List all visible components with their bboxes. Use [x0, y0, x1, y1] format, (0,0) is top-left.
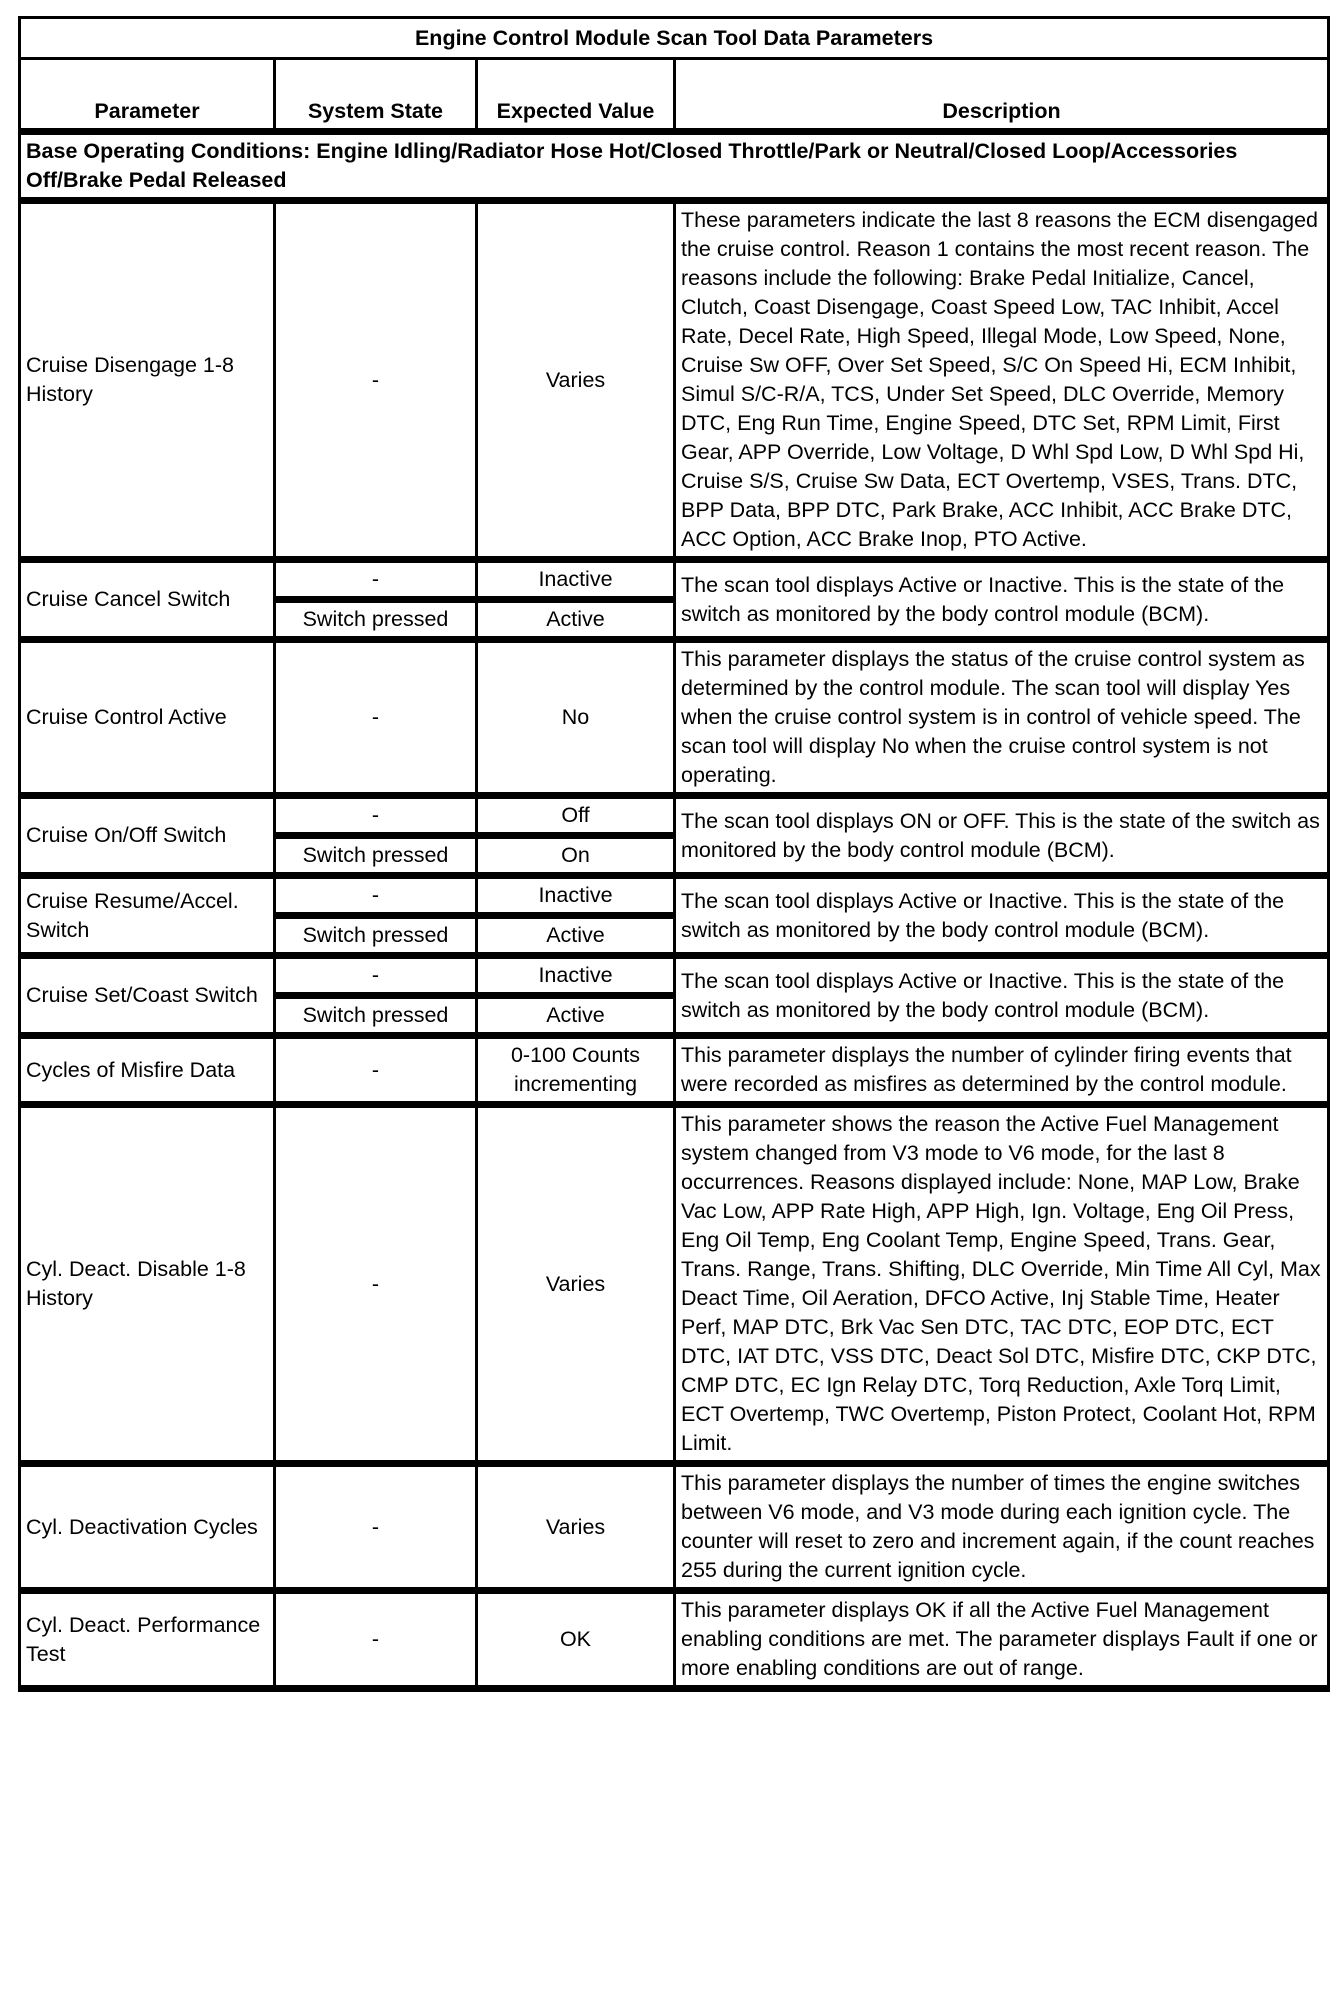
- scan-tool-data-table-container: [18, 16, 1327, 1692]
- expected-value: Active: [477, 916, 675, 956]
- table-row: [20, 560, 1329, 600]
- parameter-name: Cruise Disengage 1-8 History: [20, 201, 275, 560]
- expected-value: Varies: [477, 201, 675, 560]
- parameter-description: This parameter displays the number of cylinder firing events that were recorded as misfires as determined by the control module.: [675, 1036, 1329, 1105]
- parameter-description: This parameter displays the number of times the engine switches between V6 mode, and V3 mode during each ignition cycle. The counter will reset to zero and increment again, if the count reaches 255 during the current ignition cycle.: [675, 1464, 1329, 1591]
- system-state: -: [275, 201, 477, 560]
- header-parameter: Parameter: [20, 59, 275, 132]
- expected-value: Varies: [477, 1105, 675, 1464]
- system-state: -: [275, 560, 477, 600]
- table-header-row: [20, 59, 1329, 132]
- parameter-description: The scan tool displays Active or Inactive. This is the state of the switch as monitored by the body control module (BCM).: [675, 876, 1329, 956]
- table-title: Engine Control Module Scan Tool Data Parameters: [20, 18, 1329, 59]
- table-row: [20, 1591, 1329, 1689]
- table-row: [20, 876, 1329, 916]
- system-state: -: [275, 876, 477, 916]
- system-state: Switch pressed: [275, 996, 477, 1036]
- parameter-description: This parameter shows the reason the Active Fuel Management system changed from V3 mode to V6 mode, for the last 8 occurrences. Reasons displayed include: None, MAP Low, Brake Vac Low, APP Rate High, APP High, Ign. Voltage, Eng Oil Press, Eng Oil Temp, Eng Coolant Temp, Engine Speed, Trans. Gear, Trans. Range, Trans. Shifting, DLC Override, Min Time All Cyl, Max Deact Time, Oil Aeration, DFCO Active, Inj Stable Time, Heater Perf, MAP DTC, Brk Vac Sen DTC, TAC DTC, EOP DTC, ECT DTC, IAT DTC, VSS DTC, Deact Sol DTC, Misfire DTC, CKP DTC, CMP DTC, EC Ign Relay DTC, Torq Reduction, Axle Torq Limit, ECT Overtemp, TWC Overtemp, Piston Protect, Coolant Hot, RPM Limit.: [675, 1105, 1329, 1464]
- expected-value: Active: [477, 600, 675, 640]
- expected-value: Inactive: [477, 560, 675, 600]
- system-state: -: [275, 1036, 477, 1105]
- expected-value: Active: [477, 996, 675, 1036]
- parameter-description: This parameter displays OK if all the Active Fuel Management enabling conditions are met. The parameter displays Fault if one or more enabling conditions are out of range.: [675, 1591, 1329, 1689]
- parameter-description: The scan tool displays Active or Inactive. This is the state of the switch as monitored by the body control module (BCM).: [675, 560, 1329, 640]
- system-state: -: [275, 640, 477, 796]
- expected-value: OK: [477, 1591, 675, 1689]
- expected-value: On: [477, 836, 675, 876]
- expected-value: Off: [477, 796, 675, 836]
- header-expected-value: Expected Value: [477, 59, 675, 132]
- system-state: -: [275, 1591, 477, 1689]
- parameter-name: Cruise On/Off Switch: [20, 796, 275, 876]
- system-state: -: [275, 1464, 477, 1591]
- system-state: Switch pressed: [275, 600, 477, 640]
- parameter-name: Cruise Set/Coast Switch: [20, 956, 275, 1036]
- table-row: [20, 1036, 1329, 1105]
- parameter-description: This parameter displays the status of the cruise control system as determined by the control module. The scan tool will display Yes when the cruise control system is in control of vehicle speed. The scan tool will display No when the cruise control system is not operating.: [675, 640, 1329, 796]
- parameter-description: The scan tool displays Active or Inactive. This is the state of the switch as monitored by the body control module (BCM).: [675, 956, 1329, 1036]
- table-row: [20, 1464, 1329, 1591]
- system-state: Switch pressed: [275, 836, 477, 876]
- parameter-name: Cruise Resume/Accel. Switch: [20, 876, 275, 956]
- parameter-name: Cyl. Deactivation Cycles: [20, 1464, 275, 1591]
- table-row: [20, 1105, 1329, 1464]
- base-conditions-row: [20, 132, 1329, 201]
- header-description: Description: [675, 59, 1329, 132]
- table-title-row: [20, 18, 1329, 59]
- system-state: -: [275, 796, 477, 836]
- base-operating-conditions: Base Operating Conditions: Engine Idling/Radiator Hose Hot/Closed Throttle/Park or Neutral/Closed Loop/Accessories Off/Brake Pedal Released: [20, 132, 1329, 201]
- parameter-name: Cruise Cancel Switch: [20, 560, 275, 640]
- parameter-name: Cyl. Deact. Performance Test: [20, 1591, 275, 1689]
- table-row: [20, 956, 1329, 996]
- system-state: Switch pressed: [275, 916, 477, 956]
- parameter-name: Cruise Control Active: [20, 640, 275, 796]
- system-state: -: [275, 1105, 477, 1464]
- parameter-description: The scan tool displays ON or OFF. This is the state of the switch as monitored by the body control module (BCM).: [675, 796, 1329, 876]
- parameter-description: These parameters indicate the last 8 reasons the ECM disengaged the cruise control. Reason 1 contains the most recent reason. The reasons include the following: Brake Pedal Initialize, Cancel, Clutch, Coast Disengage, Coast Speed Low, TAC Inhibit, Accel Rate, Decel Rate, High Speed, Illegal Mode, Low Speed, None, Cruise Sw OFF, Over Set Speed, S/C On Speed Hi, ECM Inhibit, Simul S/C-R/A, TCS, Under Set Speed, DLC Override, Memory DTC, Eng Run Time, Engine Speed, DTC Set, RPM Limit, First Gear, APP Override, Low Voltage, D Whl Spd Low, D Whl Spd Hi, Cruise S/S, Cruise Sw Data, ECT Overtemp, VSES, Trans. DTC, BPP Data, BPP DTC, Park Brake, ACC Inhibit, ACC Brake DTC, ACC Option, ACC Brake Inop, PTO Active.: [675, 201, 1329, 560]
- parameter-name: Cyl. Deact. Disable 1-8 History: [20, 1105, 275, 1464]
- expected-value: No: [477, 640, 675, 796]
- parameter-name: Cycles of Misfire Data: [20, 1036, 275, 1105]
- expected-value: 0-100 Counts incrementing: [477, 1036, 675, 1105]
- table-row: [20, 796, 1329, 836]
- header-system-state: System State: [275, 59, 477, 132]
- table-row: [20, 201, 1329, 560]
- expected-value: Varies: [477, 1464, 675, 1591]
- table-row: [20, 640, 1329, 796]
- system-state: -: [275, 956, 477, 996]
- expected-value: Inactive: [477, 876, 675, 916]
- expected-value: Inactive: [477, 956, 675, 996]
- scan-tool-data-table: [18, 16, 1330, 1692]
